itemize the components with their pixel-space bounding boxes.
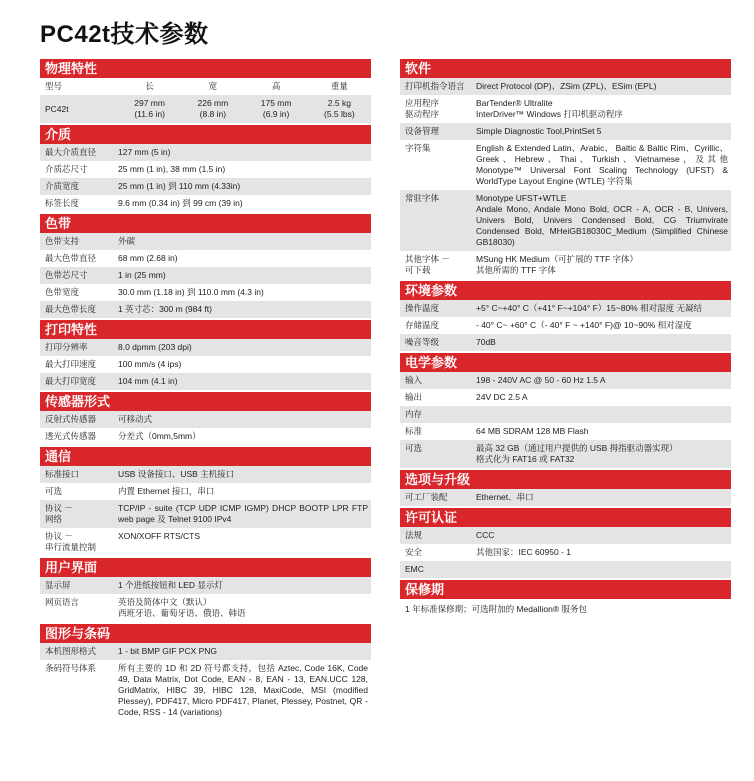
spec-label: 可选 [405, 443, 423, 453]
spec-value: 1 个进纸按钮和 LED 显示灯 [118, 580, 223, 590]
spec-label: 最大色带直径 [45, 253, 97, 263]
spec-row [40, 178, 371, 195]
spec-value: 30.0 mm (1.18 in) 到 110.0 mm (4.3 in) [118, 287, 264, 297]
section-elec [400, 372, 731, 468]
spec-label: 应用程序 驱动程序 [405, 98, 440, 119]
spec-row [400, 317, 731, 334]
spec-value: 可移动式 [118, 414, 153, 424]
section-ribbon-header: 色带 [40, 214, 371, 233]
spec-row [40, 466, 371, 483]
section-env-header: 环境参数 [400, 281, 731, 300]
spec-value: 25 mm (1 in) 到 110 mm (4.33in) [118, 181, 241, 191]
spec-row [40, 144, 371, 161]
spec-value [476, 409, 731, 420]
spec-row [40, 500, 371, 528]
spec-value: 127 mm (5 in) [118, 147, 171, 157]
spec-value: +5° C~+40° C（+41° F~+104° F）15~80% 相对湿度 无凝结 [476, 303, 702, 313]
right-column [400, 57, 731, 618]
spec-label: 网页语言 [45, 597, 80, 607]
section-comm-header: 通信 [40, 447, 371, 466]
spec-value: CCC [476, 530, 495, 540]
section-ribbon [40, 233, 371, 318]
spec-value: 外碳 [118, 236, 136, 246]
spec-row [40, 428, 371, 445]
spec-row [400, 561, 731, 578]
section-cert-header: 许可认证 [400, 508, 731, 527]
spec-row [40, 356, 371, 373]
spec-row [40, 528, 371, 556]
spec-value: BarTender® Ultralite InterDriver™ Windows 打印机驱动程序 [476, 98, 623, 119]
spec-row [40, 411, 371, 428]
spec-label: 法规 [405, 530, 423, 540]
spec-label: 标准接口 [45, 469, 80, 479]
spec-value: 104 mm (4.1 in) [118, 376, 178, 386]
section-graphics-header: 图形与条码 [40, 624, 371, 643]
spec-label: 标签长度 [45, 198, 80, 208]
spec-label: 常驻字体 [405, 193, 440, 203]
spec-value: 所有主要的 1D 和 2D 符号都支持，包括 Aztec, Code 16K, Code 49, Data Matrix, Dot Code, EAN - 8, EAN - 13, EAN.UCC 128, GridMatrix, HIBC 39, HIBC 128, MaxiCode, MSI (modified Plessey), PDF417, Micro PDF417, Planet, Plessey, Postnet, QR - Code, RSS - 14 (variations) [118, 663, 368, 717]
spec-label: 协议 － 网络 [45, 503, 73, 524]
col-model: 型号 [45, 81, 63, 91]
spec-value: Monotype UFST+WTLE Andale Mono, Andale Mono Bold, OCR - A, OCR - B, Univers, Univers Bold, Univers Condensed Bold, CG Triumvirate Condensed Bold, MHeiGB18030C_Medium (Simplified Chinese GB18030) [476, 193, 728, 247]
spec-label: 可工厂装配 [405, 492, 448, 502]
spec-row [400, 544, 731, 561]
spec-label: 其他字体 － 可下载 [405, 254, 450, 275]
section-physical-header: 物理特性 [40, 59, 371, 78]
spec-value: Simple Diagnostic Tool,PrintSet 5 [476, 126, 602, 136]
spec-value: XON/XOFF RTS/CTS [118, 531, 201, 541]
spec-value: 英语及简体中文（默认） 西班牙语、葡萄牙语、俄语、韩语 [118, 597, 246, 618]
spec-label: 安全 [405, 547, 423, 557]
spec-value: 24V DC 2.5 A [476, 392, 528, 402]
spec-label: 透光式传感器 [45, 431, 97, 441]
spec-row [40, 250, 371, 267]
spec-row [400, 140, 731, 190]
spec-value: 9.6 mm (0.34 in) 到 99 cm (39 in) [118, 198, 243, 208]
spec-row [400, 300, 731, 317]
spec-value: 8.0 dpmm (203 dpi) [118, 342, 192, 352]
section-sensor-header: 传感器形式 [40, 392, 371, 411]
spec-value: 198 - 240V AC @ 50 - 60 Hz 1.5 A [476, 375, 606, 385]
spec-row [400, 251, 731, 279]
page-title: PC42t技术参数 [40, 21, 209, 48]
physical-values-row [40, 95, 371, 123]
left-column [40, 57, 371, 721]
spec-row [400, 423, 731, 440]
spec-value [476, 564, 731, 575]
spec-value: 内置 Ethernet 接口，串口 [118, 486, 215, 496]
spec-row [40, 284, 371, 301]
spec-label: 协议 － 串行流量控制 [45, 531, 97, 552]
spec-row [400, 389, 731, 406]
section-media-header: 介质 [40, 125, 371, 144]
section-ui [40, 577, 371, 622]
spec-row [400, 95, 731, 123]
spec-label: 可选 [45, 486, 63, 496]
spec-label: 介质宽度 [45, 181, 80, 191]
weight-value: 2.5 kg (5.5 lbs) [324, 98, 355, 119]
spec-row [400, 489, 731, 506]
section-elec-header: 电学参数 [400, 353, 731, 372]
spec-value: 64 MB SDRAM 128 MB Flash [476, 426, 589, 436]
spec-value: 100 mm/s (4 ips) [118, 359, 182, 369]
spec-value: USB 设备接口、USB 主机接口 [118, 469, 235, 479]
spec-label: 输入 [405, 375, 423, 385]
section-env [400, 300, 731, 351]
model-value: PC42t [45, 103, 69, 114]
spec-row [40, 233, 371, 250]
section-ui-header: 用户界面 [40, 558, 371, 577]
spec-value: Ethernet、串口 [476, 492, 534, 502]
section-options [400, 489, 731, 506]
col-width: 宽 [208, 81, 218, 91]
spec-label: 输出 [405, 392, 423, 402]
spec-label: 最大打印速度 [45, 359, 97, 369]
spec-value: 1 英寸芯：300 m (984 ft) [118, 304, 213, 314]
spec-value: 70dB [476, 337, 496, 347]
spec-row [40, 339, 371, 356]
height-value: 175 mm (6.9 in) [260, 98, 292, 119]
spec-value: Direct Protocol (DP)、ZSim (ZPL)、ESim (EPL) [476, 81, 657, 91]
spec-label: 内存 [405, 409, 423, 419]
spec-row [400, 78, 731, 95]
section-software [400, 78, 731, 279]
spec-label: 最大色带长度 [45, 304, 97, 314]
spec-value: 68 mm (2.68 in) [118, 253, 178, 263]
section-software-header: 软件 [400, 59, 731, 78]
spec-row [40, 660, 371, 721]
warranty-text: 1 年标准保修期；可选附加的 Medallion® 服务包 [405, 604, 587, 614]
section-comm [40, 466, 371, 556]
spec-label: 噪音等级 [405, 337, 440, 347]
spec-value: MSung HK Medium（可扩展的 TTF 字体） 其他所需的 TTF 字体 [476, 254, 638, 275]
col-height: 高 [271, 81, 281, 91]
spec-row [40, 577, 371, 594]
col-weight: 重量 [330, 81, 348, 91]
spec-row [400, 440, 731, 468]
spec-label: 介质芯尺寸 [45, 164, 88, 174]
spec-row [400, 527, 731, 544]
section-warranty-header: 保修期 [400, 580, 731, 599]
spec-row [400, 372, 731, 389]
spec-label: 色带支持 [45, 236, 80, 246]
spec-label: EMC [405, 564, 424, 574]
length-value: 297 mm (11.6 in) [134, 98, 165, 119]
spec-row [40, 594, 371, 622]
spec-value: 其他国家：IEC 60950 - 1 [476, 547, 571, 557]
spec-row [40, 301, 371, 318]
spec-value: - 40° C~ +60° C（- 40° F ~ +140° F)@ 10~90% 相对湿度 [476, 320, 692, 330]
spec-row [40, 267, 371, 284]
spec-value: 25 mm (1 in), 38 mm (1.5 in) [118, 164, 226, 174]
spec-label: 色带宽度 [45, 287, 80, 297]
spec-label: 显示屏 [45, 580, 71, 590]
spec-row [40, 483, 371, 500]
spec-row [40, 195, 371, 212]
spec-value: 1 - bit BMP GIF PCX PNG [118, 646, 218, 656]
spec-label: 条码符号体系 [45, 663, 97, 673]
spec-label: 打印分辨率 [45, 342, 88, 352]
spec-label: 最大打印宽度 [45, 376, 97, 386]
spec-value: English & Extended Latin、Arabic、 Baltic & Baltic Rim、Cyrillic、Greek、Hebrew、Thai、Turkish、Vietnamese，及其他 Monotype™ Universal Font Scaling Technology (UFST) & WorldType Layout Engine (WTLE) 字符集 [476, 143, 728, 186]
section-media [40, 144, 371, 212]
spec-row [40, 161, 371, 178]
spec-label: 色带芯尺寸 [45, 270, 88, 280]
spec-row [40, 643, 371, 660]
spec-row [40, 373, 371, 390]
spec-label: 反射式传感器 [45, 414, 97, 424]
section-sensor [40, 411, 371, 445]
spec-label: 标准 [405, 426, 423, 436]
spec-row [400, 123, 731, 140]
section-options-header: 选项与升级 [400, 470, 731, 489]
spec-value: TCP/IP - suite (TCP UDP ICMP IGMP) DHCP BOOTP LPR FTP web page 及 Telnet 9100 IPv4 [118, 503, 368, 524]
spec-value: 分差式（0mm,5mm） [118, 431, 201, 441]
col-length: 长 [145, 81, 154, 91]
spec-label: 字符集 [405, 143, 431, 153]
spec-label: 操作温度 [405, 303, 440, 313]
spec-label: 设备管理 [405, 126, 440, 136]
physical-columns-row [40, 78, 371, 95]
spec-row [400, 334, 731, 351]
spec-label: 打印机指令语言 [405, 81, 465, 91]
spec-value: 最高 32 GB（通过用户提供的 USB 拇指驱动器实现） 格式化为 FAT16 或 FAT32 [476, 443, 678, 464]
section-print-header: 打印特性 [40, 320, 371, 339]
spec-label: 存储温度 [405, 320, 440, 330]
spec-row [400, 190, 731, 251]
spec-row [400, 406, 731, 423]
spec-label: 本机图形格式 [45, 646, 97, 656]
section-graphics [40, 643, 371, 721]
section-cert [400, 527, 731, 578]
spec-value: 1 in (25 mm) [118, 270, 166, 280]
section-print [40, 339, 371, 390]
spec-label: 最大介质直径 [45, 147, 97, 157]
width-value: 226 mm (8.8 in) [197, 98, 229, 119]
